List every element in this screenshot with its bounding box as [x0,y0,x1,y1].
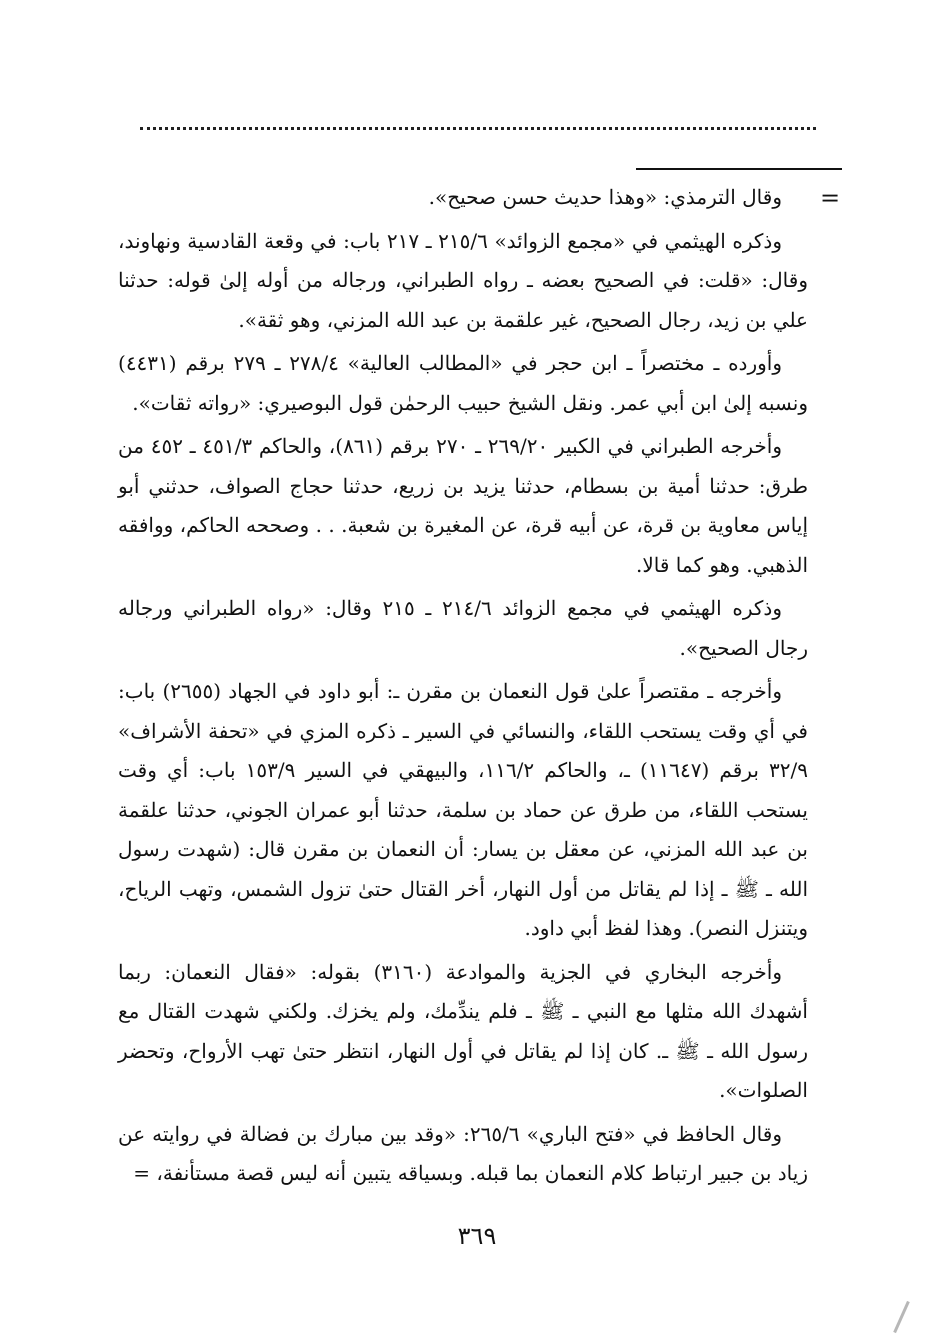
paragraph: وأخرجه البخاري في الجزية والموادعة (٣١٦٠) بقوله: «فقال النعمان: ربما أشهدك الله مثلها مع النبي ـ ﷺ ـ فلم يندِّمك، ولم يخزك. ولكني شهدت القتال مع رسول الله ـ ﷺ ـ. كان إذا لم يقاتل في أول النهار، انتظر حتىٰ تهب الأرواح، وتحضر الصلوات». [118,959,808,1102]
continuation-mark: = [820,184,841,212]
paragraph: وذكره الهيثمي في مجمع الزوائد ٢١٤/٦ ـ ٢١٥ وقال: «رواه الطبراني ورجاله رجال الصحيح». [118,596,808,660]
paragraph: وأورده ـ مختصراً ـ ابن حجر في «المطالب العالية» ٢٧٨/٤ ـ ٢٧٩ برقم (٤٤٣١) ونسبه إلىٰ ابن أبي عمر. ونقل الشيخ حبيب الرحمٰن قول البوصيري: «رواته ثقات». [118,351,808,415]
footnote-rule [636,168,842,170]
paragraph: وأخرجه الطبراني في الكبير ٢٦٩/٢٠ ـ ٢٧٠ برقم (٨٦١)، والحاكم ٤٥١/٣ ـ ٤٥٢ من طرق: حدثنا أمية بن بسطام، حدثنا يزيد بن زريع، حدثنا حجاج الصواف، حدثني أبو إياس معاوية بن قرة، عن أبيه قرة، عن المغيرة بن شعبة. . . وصححه الحاكم، ووافقه الذهبي. وهو كما قالا. [118,434,808,577]
paragraph: وقال الترمذي: «وهذا حديث حسن صحيح». [428,185,782,209]
scan-artifact [893,1301,910,1333]
dotted-separator [140,127,816,130]
paragraph: وقال الحافظ في «فتح الباري» ٢٦٥/٦: «وقد بين مبارك بن فضالة في روايته عن زياد بن جبير ارتباط كلام النعمان بما قبله. وبسياقه يتبين أنه ليس قصة مستأنفة، = [118,1121,808,1185]
page-number: ٣٦٩ [457,1222,497,1250]
footnote-text [118,178,808,1198]
paragraph: وذكره الهيثمي في «مجمع الزوائد» ٢١٥/٦ ـ ٢١٧ باب: في وقعة القادسية ونهاوند، وقال: «قلت: في الصحيح بعضه ـ رواه الطبراني، ورجاله من أوله إلىٰ قوله: حدثنا علي بن زيد، رجال الصحيح، غير علقمة بن عبد الله المزني، وهو ثقة». [118,228,808,332]
paragraph: وأخرجه ـ مقتصراً علىٰ قول النعمان بن مقرن ـ: أبو داود في الجهاد (٢٦٥٥) باب: في أي وقت يستحب اللقاء، والنسائي في السير ـ ذكره المزي في «تحفة الأشراف» ٣٢/٩ برقم (١١٦٤٧) ـ، والحاكم ١١٦/٢، والبيهقي في السير ١٥٣/٩ باب: أي وقت يستحب اللقاء، من طرق عن حماد بن سلمة، حدثنا أبو عمران الجوني، حدثنا علقمة بن عبد الله المزني، عن معقل بن يسار: أن النعمان بن مقرن قال: (شهدت رسول الله ـ ﷺ ـ إذا لم يقاتل من أول النهار، أخر القتال حتىٰ تزول الشمس، وتهب الرياح، ويتنزل النصر). وهذا لفظ أبي داود. [118,679,808,940]
